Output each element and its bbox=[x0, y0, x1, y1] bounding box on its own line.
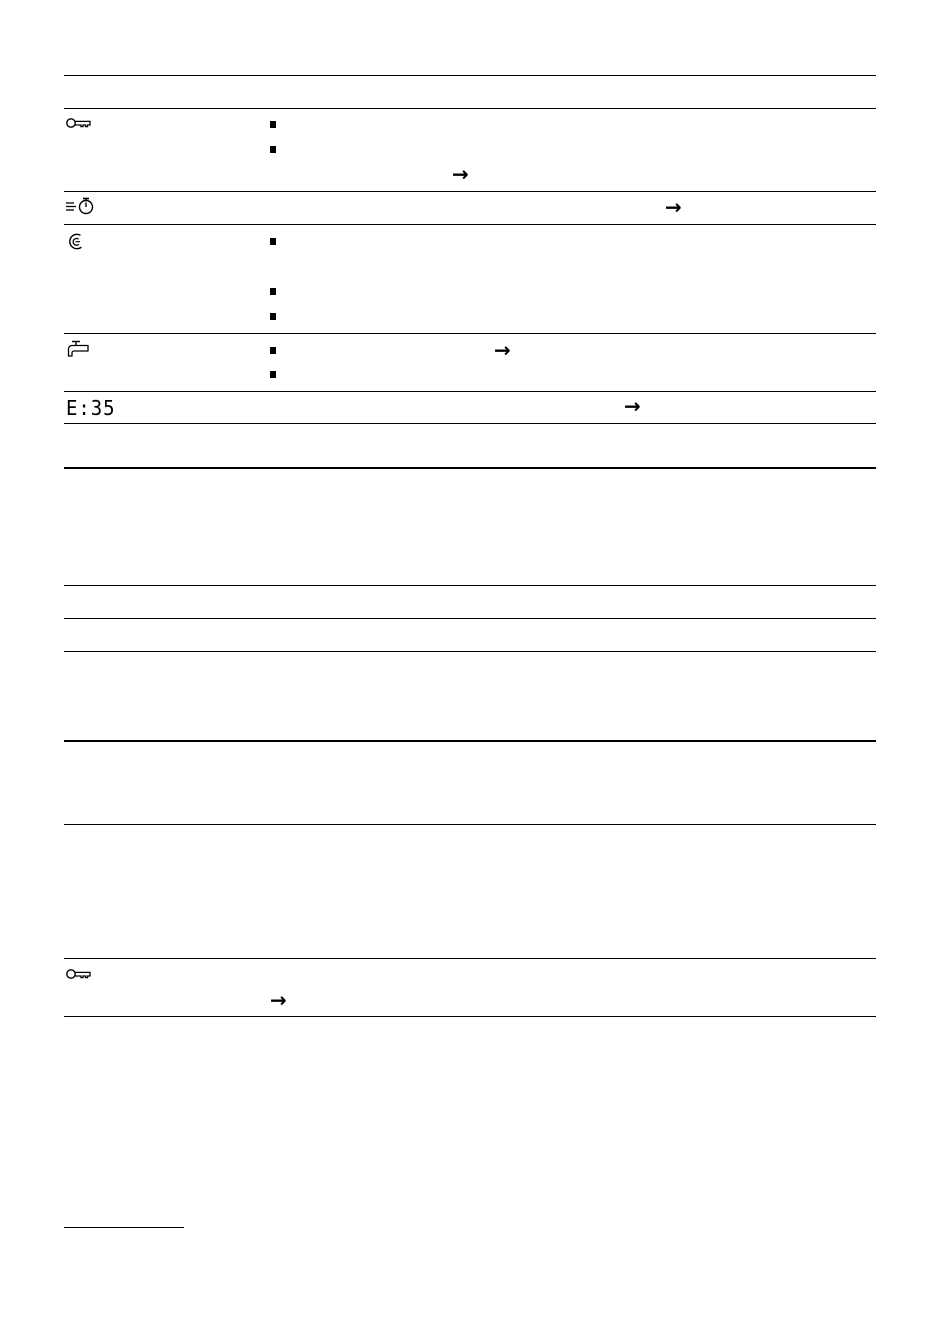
row-divider bbox=[64, 391, 876, 392]
table-bottom-rule bbox=[64, 1016, 876, 1017]
table-bottom-rule bbox=[64, 423, 876, 424]
bullet-icon bbox=[270, 313, 276, 320]
row-divider bbox=[64, 651, 876, 652]
error-code-display: E:35 bbox=[66, 396, 116, 420]
bullet-icon bbox=[270, 121, 276, 128]
key-icon bbox=[66, 117, 106, 141]
row-divider bbox=[64, 824, 876, 825]
arrow-icon: → bbox=[270, 988, 287, 1012]
arrow-icon: → bbox=[624, 394, 641, 418]
fast-timer-icon bbox=[66, 197, 106, 221]
key-icon bbox=[66, 968, 106, 992]
arrow-icon: → bbox=[665, 195, 682, 219]
water-tap-icon bbox=[66, 340, 106, 364]
footnote-separator bbox=[64, 1227, 184, 1228]
row-divider bbox=[64, 618, 876, 619]
row-divider bbox=[64, 224, 876, 225]
bullet-icon bbox=[270, 288, 276, 295]
bullet-icon bbox=[270, 347, 276, 354]
bullet-icon bbox=[270, 146, 276, 153]
row-divider bbox=[64, 585, 876, 586]
table-top-rule bbox=[64, 467, 876, 469]
table-top-rule bbox=[64, 75, 876, 76]
child-lock-icon bbox=[66, 232, 106, 256]
table-header-rule bbox=[64, 108, 876, 109]
bullet-icon bbox=[270, 371, 276, 378]
row-divider bbox=[64, 958, 876, 959]
bullet-icon bbox=[270, 238, 276, 245]
arrow-icon: → bbox=[452, 162, 469, 186]
arrow-icon: → bbox=[494, 338, 511, 362]
row-divider bbox=[64, 191, 876, 192]
section-rule bbox=[64, 740, 876, 742]
row-divider bbox=[64, 333, 876, 334]
